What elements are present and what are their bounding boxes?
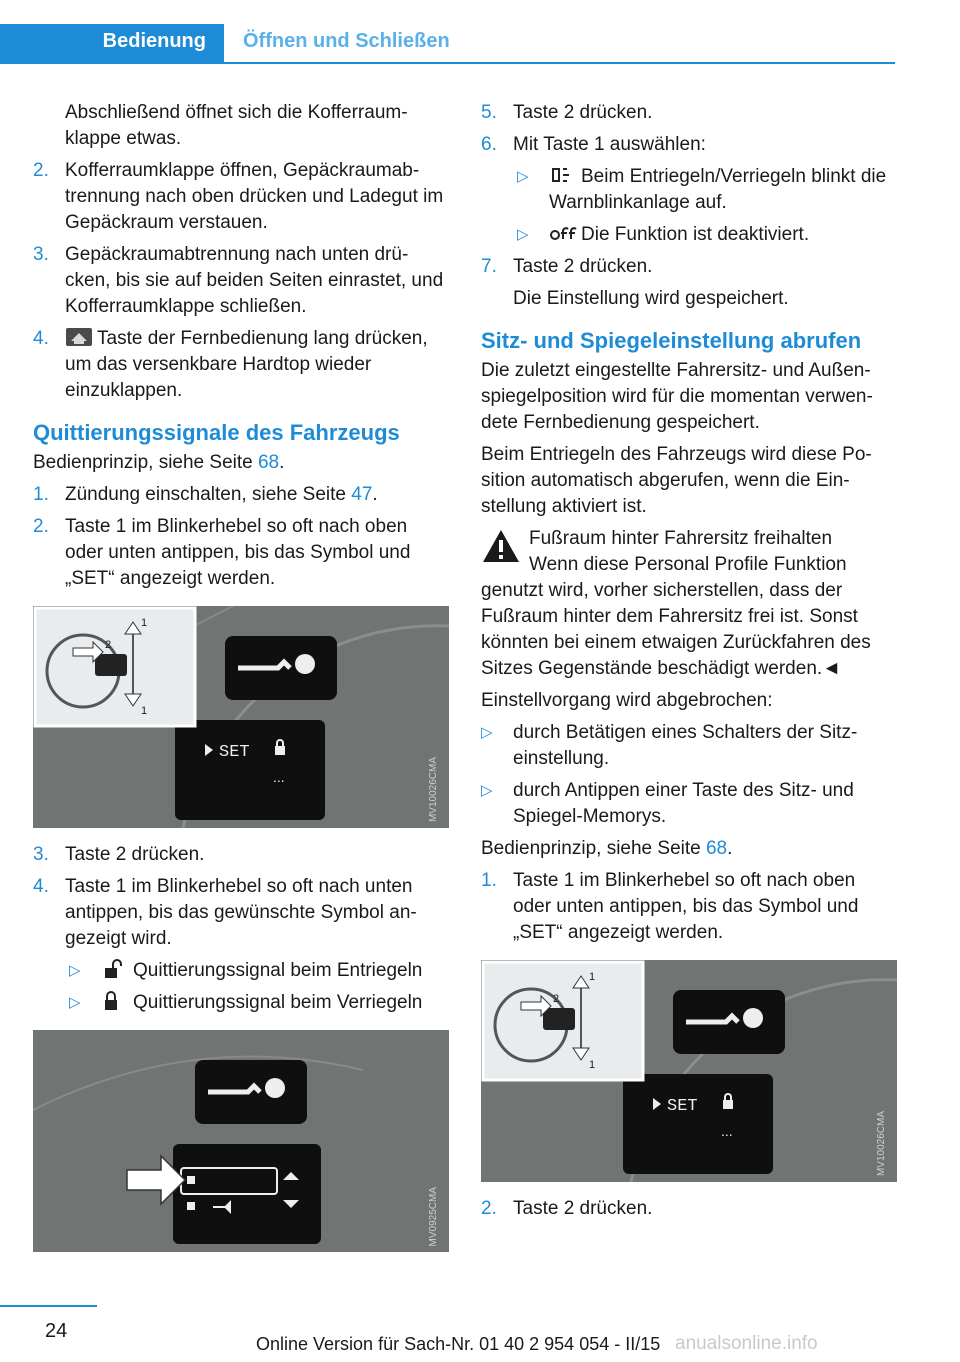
figure-caption: MV10026CMA [876, 1110, 887, 1176]
warning-title: Fußraum hinter Fahrersitz freihalten [529, 528, 833, 549]
step-number: 3. [33, 844, 49, 865]
bullet-text: durch Betätigen eines Schalters der Sitzeinstellung. [513, 722, 858, 769]
intro-text: Abschließend öffnet sich die Kofferraumklappe etwas. [65, 102, 408, 149]
step-item [33, 326, 445, 404]
principle-label: Bedienprinzip, siehe Seite [33, 452, 258, 473]
svg-text:...: ... [273, 769, 285, 785]
step-item [481, 254, 895, 280]
svg-text:2: 2 [105, 639, 112, 651]
step-number: 3. [33, 244, 49, 265]
bullet-item [481, 778, 895, 830]
instrument-cluster-illustration [481, 960, 897, 1182]
step-text: Taste 2 drücken. [513, 102, 653, 123]
step-text: Taste 2 drücken. [513, 256, 653, 277]
step-text: Taste 1 im Blinkerhebel so oft nach unten antippen, bis das gewünschte Symbol angezeigt wird. [65, 876, 417, 949]
step-number: 7. [481, 256, 497, 277]
warning-text: genutzt wird, vorher sicherstellen, dass der Fußraum hinter dem Fahrersitz frei ist. Sonst könnten bei einem etwaigen Zurückfahren des Sitzes Gegenstände beschädigt werden.◄ [481, 580, 871, 679]
step-item [33, 242, 445, 320]
step-item [481, 868, 895, 946]
step-text: Taste 1 im Blinkerhebel so oft nach oben oder unten antippen, bis das Symbol und „SET“ angezeigt werden. [513, 870, 859, 943]
step-number: 4. [33, 876, 49, 897]
step-item [481, 100, 895, 126]
step-text: Kofferraumklappe öffnen, Gepäckraumabtrennung nach oben drücken und Ladegut im Gepäckraum verstauen. [65, 160, 444, 233]
section-heading: Quittierungssignale des Fahrzeugs [33, 420, 400, 445]
principle-end: . [279, 452, 285, 473]
section-title: Bedienung [102, 30, 206, 52]
step-end: . [372, 484, 378, 505]
unlock-icon [101, 959, 129, 979]
step-text: Taste der Fernbedienung lang drücken, um das versenkbare Hardtop wieder einzuklappen. [65, 328, 428, 401]
page-number: 24 [45, 1320, 68, 1342]
figure-caption: MV10026CMA [428, 756, 439, 822]
figure-caption: MV0925CMA [428, 1186, 439, 1246]
principle-end: . [727, 838, 733, 859]
bullet-text: Quittierungssignal beim Entriegeln [133, 960, 423, 981]
display-set-text: SET [219, 743, 250, 762]
instrument-figure [481, 960, 897, 1182]
step-item [481, 132, 895, 158]
off-icon [549, 223, 577, 243]
step-number: 1. [33, 484, 49, 505]
svg-text:1: 1 [589, 971, 596, 983]
bullet-text: Die Funktion ist deaktiviert. [581, 224, 810, 245]
subsection-title: Öffnen und Schließen [243, 30, 450, 52]
svg-text:1: 1 [141, 617, 148, 629]
step-note: Die Einstellung wird gespeichert. [513, 288, 789, 309]
step-item [33, 842, 445, 868]
svg-text:...: ... [721, 1123, 733, 1139]
bullet-item [481, 720, 895, 772]
paragraph: Die zuletzt eingestellte Fahrersitz- und Außenspiegelposition wird für die momentan verwendete Fernbedienung gespeichert. [481, 360, 873, 433]
bullet-text: Quittierungssignal beim Verriegeln [133, 992, 423, 1013]
principle-label: Bedienprinzip, siehe Seite [481, 838, 706, 859]
svg-text:1: 1 [589, 1059, 596, 1071]
step-item [33, 482, 445, 508]
bullet-marker: ▷ [481, 782, 493, 799]
section-tab [0, 24, 224, 62]
remote-key-icon [65, 327, 93, 347]
footer-rule [0, 1305, 97, 1307]
warning-line: Wenn diese Personal Profile Funktion [529, 554, 847, 575]
principle-text [33, 450, 445, 476]
step-number: 2. [33, 516, 49, 537]
step-number: 4. [33, 328, 49, 349]
bullet-marker: ▷ [517, 226, 529, 243]
step-text: Taste 2 drücken. [513, 1198, 653, 1219]
step-text: Gepäckraumabtrennung nach unten drücken, bis sie auf beiden Seiten einrastet, und Kofferraumklappe schließen. [65, 244, 444, 317]
display-set-text: SET [667, 1097, 698, 1116]
page-link[interactable]: 68 [257, 452, 280, 473]
bullet-marker: ▷ [517, 168, 529, 185]
page-link[interactable]: 68 [705, 838, 728, 859]
right-column [481, 100, 895, 1228]
step-number: 2. [481, 1198, 497, 1219]
svg-text:2: 2 [553, 993, 560, 1005]
bullet-item [481, 164, 895, 216]
principle-text [481, 836, 895, 862]
step-text: Mit Taste 1 auswählen: [513, 134, 706, 155]
step-text: Taste 2 drücken. [65, 844, 205, 865]
header-rule [0, 62, 895, 64]
step-text: Zündung einschalten, siehe Seite [65, 484, 352, 505]
bullet-marker: ▷ [69, 994, 81, 1011]
warning-block [481, 526, 895, 682]
watermark: anualsonline.info [675, 1333, 818, 1354]
bullet-text: Beim Entriegeln/Verriegeln blinkt die Warnblinkanlage auf. [549, 166, 887, 213]
step-number: 2. [33, 160, 49, 181]
bullet-item [481, 222, 895, 248]
bullet-marker: ▷ [69, 962, 81, 979]
left-column [33, 100, 445, 1266]
bullet-item [33, 958, 445, 984]
warning-triangle-icon [481, 528, 521, 564]
hazard-blink-icon [549, 165, 577, 185]
bullet-marker: ▷ [481, 724, 493, 741]
step-number: 1. [481, 870, 497, 891]
step-text: Taste 1 im Blinkerhebel so oft nach oben oder unten antippen, bis das Symbol und „SET“ angezeigt werden. [65, 516, 411, 589]
step-item [33, 158, 445, 236]
bullet-text: durch Antippen einer Taste des Sitz- und Spiegel-Memorys. [513, 780, 854, 827]
instrument-cluster-illustration [33, 606, 449, 828]
lock-icon [101, 991, 129, 1011]
instrument-figure [33, 606, 449, 828]
step-item [481, 1196, 895, 1222]
svg-text:1: 1 [141, 705, 148, 717]
paragraph: Beim Entriegeln des Fahrzeugs wird diese Position automatisch abgerufen, wenn die Einstellung aktiviert ist. [481, 444, 872, 517]
step-item [33, 514, 445, 592]
signal-display-illustration [33, 1030, 449, 1252]
instrument-figure [33, 1030, 449, 1252]
step-number: 6. [481, 134, 497, 155]
abort-text: Einstellvorgang wird abgebrochen: [481, 690, 773, 711]
step-number: 5. [481, 102, 497, 123]
bullet-item [33, 990, 445, 1016]
footer-text: Online Version für Sach-Nr. 01 40 2 954 054 - II/15 [256, 1334, 661, 1354]
page-link[interactable]: 47 [351, 484, 373, 505]
step-item [33, 874, 445, 952]
section-heading: Sitz- und Spiegeleinstellung abrufen [481, 328, 862, 353]
